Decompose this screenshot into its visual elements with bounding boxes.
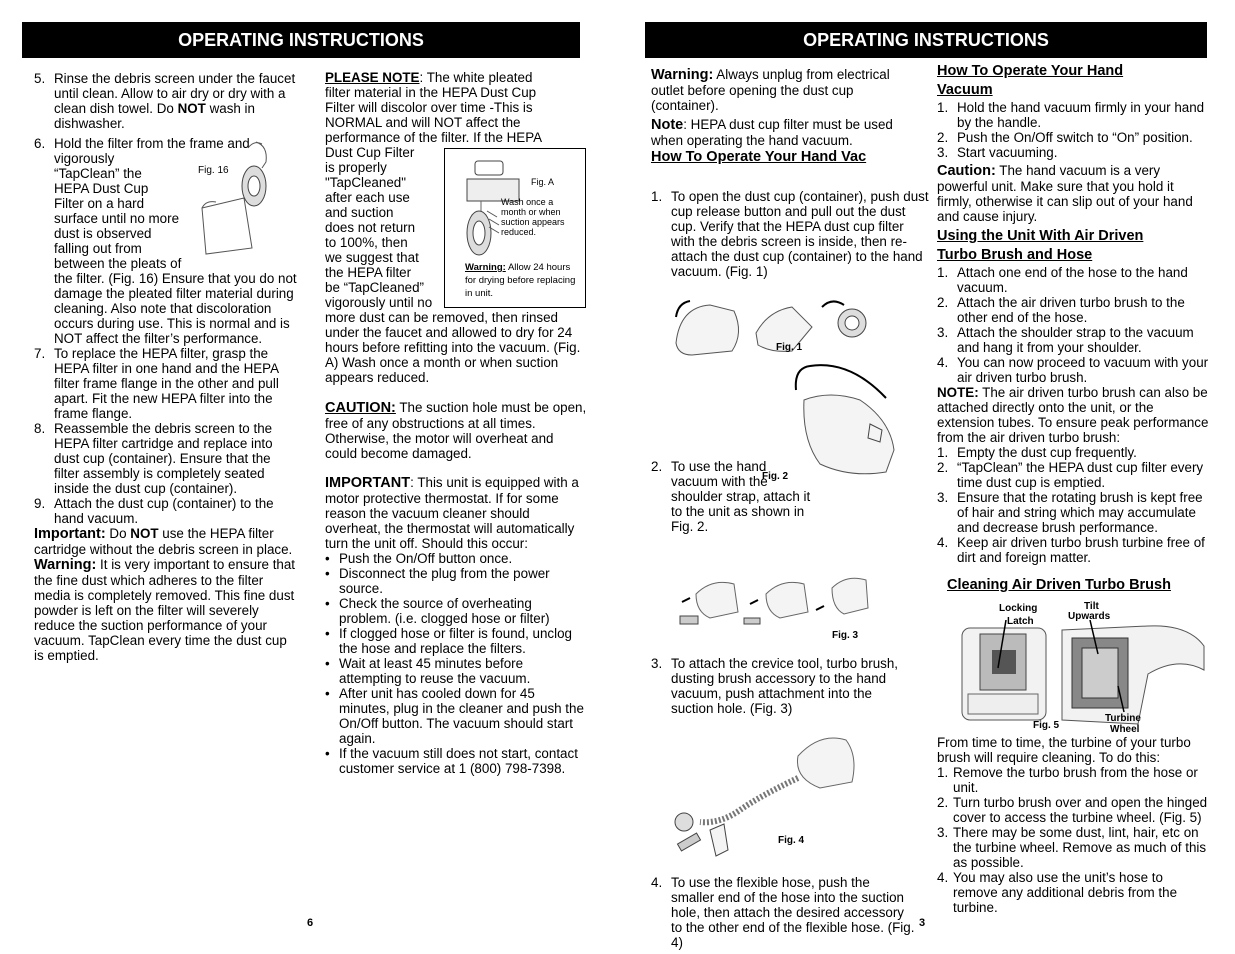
list-number: 1.: [937, 765, 949, 780]
bullet-icon: •: [325, 626, 330, 641]
important-note: [34, 526, 299, 557]
step-7: [34, 346, 299, 421]
list-item: [937, 265, 1212, 295]
left-page-banner: OPERATING INSTRUCTIONS: [22, 22, 580, 58]
list-item-text: “TapClean” the HEPA dust cup filter every time dust cup is emptied.: [957, 460, 1204, 490]
step-text: surface until no more: [54, 211, 180, 226]
list-item: [325, 551, 587, 566]
fig-2-illustration: [790, 360, 900, 480]
note-text: : HEPA dust cup filter must be used when operating the hand vacuum.: [651, 117, 893, 148]
fig-3-label: Fig. 3: [832, 630, 859, 641]
page-number: 3: [919, 917, 926, 929]
list-item-text: Ensure that the rotating brush is kept free of hair and string which may accumulate and decrease brush performance.: [957, 490, 1203, 535]
step-text: falling out from: [54, 241, 142, 256]
list-number: 2.: [937, 460, 949, 475]
step-number: 5.: [34, 71, 46, 86]
filter-note: [651, 117, 913, 148]
list-item-text: There may be some dust, lint, hair, etc on the turbine wheel. Remove as much of this as possible.: [953, 825, 1207, 870]
note-text: Dust Cup Filter: [325, 145, 415, 160]
turbine-label: Turbine: [1105, 713, 1141, 724]
list-item-text: Empty the dust cup frequently.: [957, 445, 1137, 460]
fig-a-box: [444, 148, 586, 308]
list-item: [325, 596, 587, 626]
section-heading: How To Operate Your Hand Vac: [651, 149, 867, 165]
list-item: [325, 626, 587, 656]
list-item-text: You can now proceed to vacuum with your air driven turbo brush.: [957, 355, 1209, 385]
list-number: 2.: [937, 130, 949, 145]
locking-label: Locking: [999, 603, 1038, 614]
page-number: 6: [307, 917, 314, 929]
step-text: “TapClean” the: [54, 166, 142, 181]
note-text: to 100%, then: [325, 235, 408, 250]
fig-4-illustration: [670, 726, 866, 860]
list-item-text: Hold the hand vacuum firmly in your hand by the handle.: [957, 100, 1205, 130]
section-heading: Cleaning Air Driven Turbo Brush: [947, 577, 1171, 593]
fig-2-label: Fig. 2: [762, 471, 789, 482]
list-item-text: Start vacuuming.: [957, 145, 1058, 160]
hand-vac-step-4: [651, 875, 916, 950]
warning-label: Warning:: [651, 67, 714, 83]
list-number: 1.: [937, 445, 949, 460]
list-item: [325, 746, 587, 776]
list-item: [937, 130, 1212, 145]
step-8: [34, 421, 299, 496]
list-item: [937, 825, 1210, 870]
note-text: use the HEPA filter cartridge without the debris screen in place.: [34, 526, 293, 557]
fig-5-label: Fig. 5: [1033, 720, 1060, 731]
section-heading: Turbo Brush and Hose: [937, 247, 1093, 263]
list-item-text: After unit has cooled down for 45 minutes, plug in the cleaner and push the On/Off button. The vacuum should start again.: [339, 686, 584, 746]
list-item-text: If clogged hose or filter is found, unclog the hose and replace the filters.: [339, 626, 572, 656]
step-text: vigorously: [54, 151, 115, 166]
list-item: [937, 355, 1212, 385]
right-page-right-column: [937, 62, 1212, 565]
list-number: 3.: [937, 145, 949, 160]
note-text: we suggest that: [325, 250, 419, 265]
list-item: [937, 765, 1210, 795]
fig-a-label: Fig. A: [531, 177, 555, 187]
list-item-text: Push the On/Off button once.: [339, 551, 513, 566]
note-text: Always unplug from electrical outlet before opening the dust cup (container).: [651, 67, 890, 113]
list-item: [937, 870, 1210, 915]
fig-a-warning-text: Allow 24 hours for drying before replacing in unit.: [465, 262, 576, 299]
list-number: 4.: [937, 535, 949, 550]
list-item: [937, 295, 1212, 325]
fig-3-illustration: [676, 572, 872, 630]
note-text: : The white pleated: [419, 70, 533, 85]
list-item-text: You may also use the unit’s hose to remove any additional debris from the turbine.: [953, 870, 1178, 915]
step-text: Reassemble the debris screen to the HEPA filter cartridge and replace into dust cup (container). Ensure that the filter assembly is completely seated inside the dust cup (container).: [54, 421, 273, 496]
bullet-icon: •: [325, 686, 330, 701]
list-item: [937, 490, 1212, 535]
note-text: Filter will discolor over time -This is: [325, 100, 533, 115]
important-label: Important:: [34, 526, 106, 542]
list-item: [937, 460, 1212, 490]
cleaning-intro: From time to time, the turbine of your turbo brush will require cleaning. To do this:: [937, 735, 1191, 765]
note-text: filter material in the HEPA Dust Cup: [325, 85, 537, 100]
note-label: NOTE:: [937, 385, 979, 400]
list-item: [325, 686, 587, 746]
cleaning-steps: [937, 765, 1210, 915]
note-text: vigorously until no: [325, 295, 433, 310]
list-number: 3.: [937, 325, 949, 340]
caution-label: CAUTION:: [325, 400, 396, 416]
step-5: [34, 71, 299, 131]
note-text: The suction hole must be open, free of any obstructions at all times. Otherwise, the motor will overheat and could become damaged.: [325, 400, 587, 461]
note-text: It is very important to ensure that the fine dust which adheres to the filter media is completely removed. This fine dust powder is left on the filter will severely reduce the suction performance of your vacuum. TapClean every time the dust cup is emptied.: [34, 557, 296, 663]
step-text: wash in dishwasher.: [54, 101, 255, 131]
list-item-text: Check the source of overheating problem. (i.e. clogged hose or filter): [339, 596, 550, 626]
note-text: more dust can be removed, then rinsed under the faucet and allowed to dry for 24 hours before refitting into the vacuum. (Fig. A) Wash once a month or when suction appears reduced.: [325, 310, 581, 385]
upwards-label: Upwards: [1068, 611, 1111, 622]
list-item: [937, 795, 1210, 825]
important-note: [325, 475, 587, 551]
caution-note: [325, 400, 587, 461]
note-text: be “TapCleaned”: [325, 280, 425, 295]
list-item-text: Remove the turbo brush from the hose or unit.: [953, 765, 1198, 795]
step-text: Rinse the debris screen under the faucet until clean. Allow to air dry or dry with a clean dish towel. Do: [54, 71, 296, 116]
step-text: To attach the crevice tool, turbo brush, dusting brush accessory to the hand vacuum, push attachment into the suction hole. (Fig. 3): [671, 656, 899, 716]
important-label: IMPORTANT: [325, 475, 411, 491]
list-number: 2.: [937, 795, 949, 810]
bullet-icon: •: [325, 566, 330, 581]
section-heading: How To Operate Your Hand: [937, 63, 1124, 79]
step-number: 7.: [34, 346, 46, 361]
list-number: 2.: [937, 295, 949, 310]
list-number: 4.: [937, 355, 949, 370]
note-text: Do: [109, 526, 127, 541]
note-text: and suction: [325, 205, 394, 220]
list-item-text: If the vacuum still does not start, contact customer service at 1 (800) 798-7398.: [339, 746, 578, 776]
fig-4-label: Fig. 4: [778, 835, 805, 846]
list-item-text: Keep air driven turbo brush turbine free of dirt and foreign matter.: [957, 535, 1205, 565]
emphasis-text: NOT: [177, 101, 206, 116]
unplug-warning: [651, 67, 913, 113]
list-item: [937, 445, 1212, 460]
list-item: [937, 535, 1212, 565]
tilt-label: Tilt: [1084, 601, 1099, 612]
list-item-text: Push the On/Off switch to “On” position.: [957, 130, 1193, 145]
step-9: [34, 496, 299, 526]
right-page-left-column: [651, 67, 913, 167]
list-item-text: Turn turbo brush over and open the hinged cover to access the turbine wheel. (Fig. 5): [953, 795, 1208, 825]
note-text: is properly: [325, 160, 387, 175]
hand-vac-step-1: [651, 189, 931, 279]
section-heading: Using the Unit With Air Driven: [937, 228, 1144, 244]
fig-16-illustration: [196, 138, 274, 256]
step-text: the filter. (Fig. 16) Ensure that you do not damage the pleated filter material during cleaning. Also note that discoloration occurs during use. This is normal and is NOT affect the filter’s performance.: [54, 271, 297, 346]
note-text: "TapCleaned": [325, 175, 406, 190]
list-item: [937, 145, 1212, 160]
fig-a-warning: [465, 261, 583, 300]
bullet-icon: •: [325, 551, 330, 566]
latch-label: Latch: [1007, 616, 1034, 627]
step-text: Hold the filter from the frame and: [54, 136, 250, 151]
fig-16-label: Fig. 16: [198, 165, 229, 176]
right-page-banner: OPERATING INSTRUCTIONS: [645, 22, 1207, 58]
note-text: NORMAL and will NOT affect the: [325, 115, 521, 130]
list-item: [325, 656, 587, 686]
list-item-text: Attach the air driven turbo brush to the other end of the hose.: [957, 295, 1185, 325]
operate-steps: [937, 100, 1212, 160]
step-number: 1.: [651, 189, 663, 204]
caution-label: Caution:: [937, 163, 996, 179]
bullet-icon: •: [325, 746, 330, 761]
list-number: 1.: [937, 265, 949, 280]
note-label: Note: [651, 117, 684, 133]
list-item-text: Wait at least 45 minutes before attempting to reuse the vacuum.: [339, 656, 531, 686]
list-number: 3.: [937, 825, 949, 840]
turbo-note: [937, 385, 1212, 445]
note-text: The hand vacuum is a very powerful unit. Make sure that you hold it firmly, otherwise it can slip out of your hand and cause injury.: [937, 163, 1193, 224]
step-text: To open the dust cup (container), push dust cup release button and pull out the dust cup. Verify that the HEPA dust cup filter with the debris screen is inside, then re-attach the dust cup (container) to the hand vacuum. (Fig. 1): [671, 189, 929, 279]
note-text: after each use: [325, 190, 410, 205]
fig-1-label: Fig. 1: [776, 342, 803, 353]
peak-performance-steps: [937, 445, 1212, 565]
turbo-brush-steps: [937, 265, 1212, 385]
list-item: [937, 100, 1212, 130]
overheat-steps: [325, 551, 587, 776]
step-text: Attach the dust cup (container) to the hand vacuum.: [54, 496, 274, 526]
caution-note: [937, 163, 1212, 224]
step-number: 2.: [651, 459, 663, 474]
section-heading: Vacuum: [937, 82, 993, 98]
warning-note: [34, 557, 299, 663]
note-text: does not return: [325, 220, 416, 235]
fig-a-warning-label: Warning:: [465, 262, 506, 273]
step-text: dust is observed: [54, 226, 152, 241]
bullet-icon: •: [325, 596, 330, 611]
note-text: the HEPA filter: [325, 265, 412, 280]
please-note-label: PLEASE NOTE: [325, 70, 420, 85]
step-number: 8.: [34, 421, 46, 436]
list-item-text: Attach the shoulder strap to the vacuum and hang it from your shoulder.: [957, 325, 1194, 355]
list-number: 4.: [937, 870, 949, 885]
list-item-text: Disconnect the plug from the power source.: [339, 566, 550, 596]
list-item: [325, 566, 587, 596]
step-number: 9.: [34, 496, 46, 511]
hand-vac-step-3: [651, 656, 916, 716]
warning-label: Warning:: [34, 557, 97, 573]
step-text: HEPA Dust Cup: [54, 181, 149, 196]
list-number: 1.: [937, 100, 949, 115]
bullet-icon: •: [325, 656, 330, 671]
cleaning-section: [937, 735, 1210, 915]
list-number: 3.: [937, 490, 949, 505]
fig-a-caption: Wash once a month or when suction appears reduced.: [501, 197, 565, 237]
list-item: [937, 325, 1212, 355]
fig-5-illustration: [958, 620, 1208, 726]
wheel-label: Wheel: [1110, 724, 1140, 735]
step-text: To replace the HEPA filter, grasp the HEPA filter in one hand and the HEPA filter frame flange in the other and pull apart. Fit the new HEPA filter into the frame flange.: [54, 346, 279, 421]
step-text: To use the flexible hose, push the smaller end of the hose into the suction hole, then attach the desired accessory to the other end of the flexible hose. (Fig. 4): [671, 875, 915, 950]
note-text: performance of the filter. If the HEPA: [325, 130, 543, 145]
step-number: 4.: [651, 875, 663, 890]
emphasis-text: NOT: [130, 526, 159, 541]
step-number: 6.: [34, 136, 46, 151]
step-number: 3.: [651, 656, 663, 671]
step-text: To use the hand vacuum with the shoulder strap, attach it to the unit as shown in Fig. 2.: [671, 459, 811, 534]
note-text: : This unit is equipped with a motor protective thermostat. If for some reason the vacuum cleaner should overheat, the thermostat will automatically turn the unit off. Should this occur:: [325, 475, 579, 551]
note-text: The air driven turbo brush can also be attached directly onto the unit, or the extension tubes. To ensure peak performance from the air driven turbo brush:: [937, 385, 1209, 445]
step-text: Filter on a hard: [54, 196, 145, 211]
step-text: between the pleats of: [54, 256, 182, 271]
list-item-text: Attach one end of the hose to the hand vacuum.: [957, 265, 1188, 295]
